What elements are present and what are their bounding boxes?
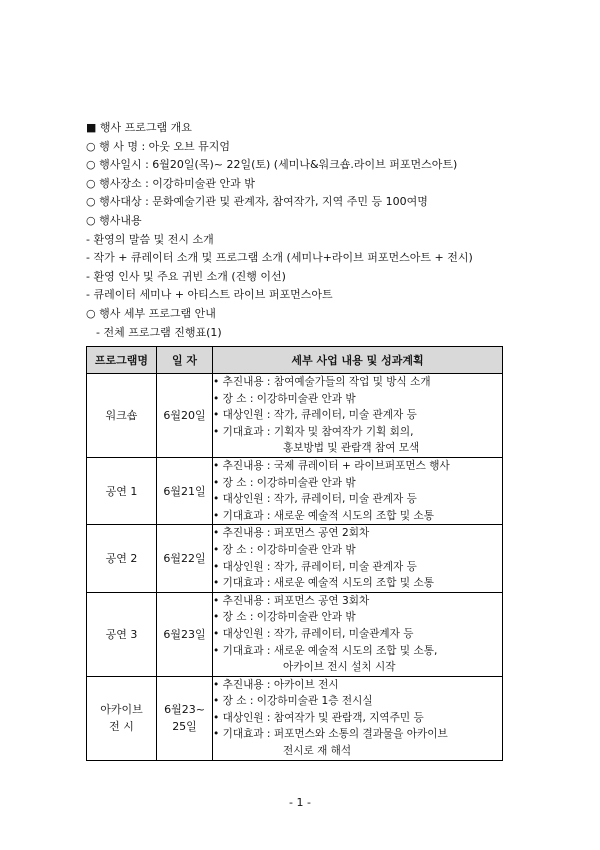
- detail-line: 아카이브 전시 설치 시작: [283, 661, 396, 674]
- overview-line: - 환영의 말씀 및 전시 소개: [86, 232, 214, 246]
- program-name-cell: [87, 592, 157, 676]
- date-line: 25일: [172, 720, 197, 734]
- date-cell: [157, 457, 213, 524]
- table-caption: - 전체 프로그램 진행표(1): [96, 325, 222, 339]
- program-name-cell: [87, 457, 157, 524]
- detail-line: • 기대효과 : 새로운 예술적 시도의 조합 및 소통: [213, 577, 434, 590]
- page-number: - 1 -: [289, 796, 311, 809]
- detail-line: • 장 소 : 이강하미술관 안과 밖: [213, 392, 356, 405]
- date-line: 6월23~: [164, 703, 205, 717]
- detail-line: • 기대효과 : 새로운 예술적 시도의 조합 및 소통,: [213, 644, 438, 657]
- detail-line: • 추진내용 : 퍼포먼스 공연 2회차: [213, 527, 370, 540]
- overview-line: ○ 행사대상 : 문화예술기관 및 관계자, 참여작가, 지역 주민 등 100여명: [86, 195, 428, 209]
- details-cell: [213, 676, 503, 760]
- program-name-line: 아카이브: [100, 703, 143, 717]
- header-details: 세부 사업 내용 및 성과계획: [213, 347, 503, 374]
- detail-line: • 장 소 : 이강하미술관 안과 밖: [213, 476, 356, 489]
- date-cell: [157, 592, 213, 676]
- header-program-name: 프로그램명: [87, 347, 157, 374]
- details-cell: [213, 592, 503, 676]
- program-name-line: 공연 2: [105, 552, 138, 566]
- detail-line: • 대상인원 : 작가, 큐레이터, 미술 관계자 등: [213, 409, 417, 422]
- program-name-line: 공연 3: [105, 627, 138, 641]
- date-line: 6월23일: [163, 627, 206, 641]
- overview-line: ○ 행사내용: [86, 213, 142, 227]
- detail-line: • 대상인원 : 작가, 큐레이터, 미술 관계자 등: [213, 493, 417, 506]
- overview-line: ○ 행 사 명 : 아웃 오브 뮤지엄: [86, 139, 231, 153]
- section-heading: ■ 행사 프로그램 개요: [86, 121, 192, 134]
- date-line: 6월20일: [163, 408, 206, 422]
- detail-line: 전시로 재 해석: [283, 745, 352, 758]
- detail-line: • 대상인원 : 작가, 큐레이터, 미술관계자 등: [213, 627, 414, 640]
- date-line: 6월22일: [163, 552, 206, 566]
- detail-line: • 기대효과 : 퍼포먼스와 소통의 결과물을 아카이브: [213, 728, 448, 741]
- table-row: [87, 676, 503, 760]
- date-line: 6월21일: [163, 484, 206, 498]
- details-cell: [213, 457, 503, 524]
- overview-line: ○ 행사장소 : 이강하미술관 안과 밖: [86, 176, 255, 190]
- details-cell: [213, 525, 503, 592]
- program-overview: [86, 119, 516, 342]
- table-body: [87, 374, 503, 761]
- date-cell: [157, 374, 213, 458]
- detail-line: 홍보방법 및 관람객 참여 모색: [283, 442, 420, 455]
- program-name-cell: [87, 374, 157, 458]
- detail-line: • 장 소 : 이강하미술관 안과 밖: [213, 543, 356, 556]
- header-date: 일 자: [157, 347, 213, 374]
- detail-line: • 추진내용 : 국제 큐레이터 + 라이브퍼포먼스 행사: [213, 459, 450, 472]
- detail-line: • 추진내용 : 아카이브 전시: [213, 678, 339, 691]
- date-cell: [157, 525, 213, 592]
- program-name-cell: [87, 525, 157, 592]
- detail-line: • 대상인원 : 작가, 큐레이터, 미술 관계자 등: [213, 560, 417, 573]
- date-cell: [157, 676, 213, 760]
- detail-line: • 대상인원 : 참여작가 및 관람객, 지역주민 등: [213, 711, 424, 724]
- detail-line: • 추진내용 : 퍼포먼스 공연 3회차: [213, 594, 370, 607]
- table-row: [87, 374, 503, 458]
- table-row: [87, 525, 503, 592]
- detail-line: • 기대효과 : 기획자 및 참여작가 기획 회의,: [213, 425, 414, 438]
- detail-line: • 장 소 : 이강하미술관 안과 밖: [213, 611, 356, 624]
- program-name-line: 공연 1: [105, 484, 138, 498]
- program-name-cell: [87, 676, 157, 760]
- program-name-line: 워크숍: [105, 408, 138, 422]
- table-row: [87, 457, 503, 524]
- overview-list: [86, 138, 516, 324]
- overview-line: - 환영 인사 및 주요 귀빈 소개 (진행 이선): [86, 269, 286, 283]
- detail-line: • 추진내용 : 참여예술가들의 작업 및 방식 소개: [213, 376, 431, 388]
- overview-line: ○ 행사일시 : 6월20일(목)~ 22일(토) (세미나&워크숍.라이브 퍼포먼스아트): [86, 158, 458, 172]
- overview-line: - 큐레이터 세미나 + 아티스트 라이브 퍼포먼스아트: [86, 288, 333, 302]
- details-cell: [213, 374, 503, 458]
- detail-line: • 기대효과 : 새로운 예술적 시도의 조합 및 소통: [213, 509, 434, 522]
- overview-line: - 작가 + 큐레이터 소개 및 프로그램 소개 (세미나+라이브 퍼포먼스아트 + 전시): [86, 251, 473, 265]
- table-row: [87, 592, 503, 676]
- overview-line: ○ 행사 세부 프로그램 안내: [86, 306, 216, 320]
- table-header-row: [87, 347, 503, 374]
- program-schedule-table: [86, 346, 503, 761]
- detail-line: • 장 소 : 이강하미술관 1층 전시실: [213, 695, 373, 708]
- program-name-line: 전 시: [109, 720, 134, 734]
